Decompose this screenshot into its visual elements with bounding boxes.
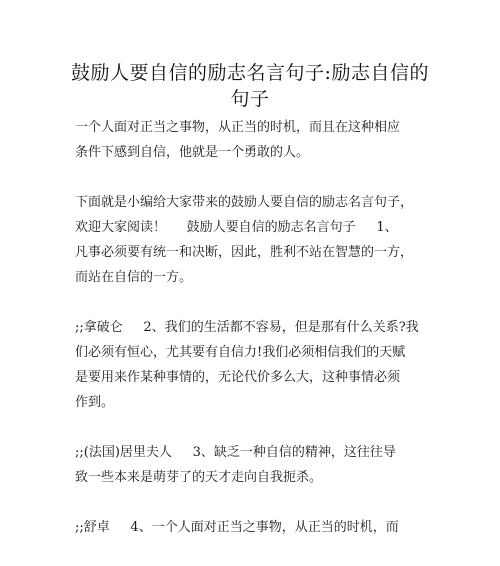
text-line: ;;拿破仑 2、我们的生活都不容易，但是那有什么关系?我 bbox=[75, 320, 419, 335]
text-line: 们必须有恒心，尤其要有自信力!我们必须相信我们的天赋 bbox=[75, 345, 406, 360]
document-body bbox=[75, 115, 465, 565]
paragraph-intro bbox=[75, 115, 465, 165]
paragraph-quote-3 bbox=[75, 440, 465, 490]
paragraph-quote-2 bbox=[75, 315, 465, 415]
text-line: 致一些本来是萌芽了的天才走向自我扼杀。 bbox=[75, 470, 323, 485]
document-title bbox=[60, 60, 440, 112]
text-line: 条件下感到自信，他就是一个勇敢的人。 bbox=[75, 145, 310, 160]
text-line: 作到。 bbox=[75, 395, 115, 410]
text-line: 一个人面对正当之事物，从正当的时机，而且在这种相应 bbox=[75, 120, 401, 135]
text-line: 下面就是小编给大家带来的鼓励人要自信的励志名言句子， bbox=[75, 195, 414, 210]
paragraph-quote-1 bbox=[75, 190, 465, 290]
title-line-2: 句子 bbox=[230, 88, 270, 110]
text-line: 欢迎大家阅读！ 鼓励人要自信的励志名言句子 1、 bbox=[75, 220, 398, 235]
paragraph-quote-4 bbox=[75, 515, 465, 540]
text-line: 而站在自信的一方。 bbox=[75, 270, 193, 285]
text-line: ;;舒卓 4、一个人面对正当之事物，从正当的时机，而 bbox=[75, 520, 399, 535]
text-line: ;;(法国)居里夫人 3、缺乏一种自信的精神，这往往导 bbox=[75, 445, 396, 460]
title-line-1: 鼓励人要自信的励志名言句子:励志自信的 bbox=[71, 62, 429, 84]
text-line: 凡事必须要有统一和决断，因此，胜利不站在智慧的一方， bbox=[75, 245, 414, 260]
text-line: 是要用来作某种事情的，无论代价多么大，这种事情必须 bbox=[75, 370, 401, 385]
